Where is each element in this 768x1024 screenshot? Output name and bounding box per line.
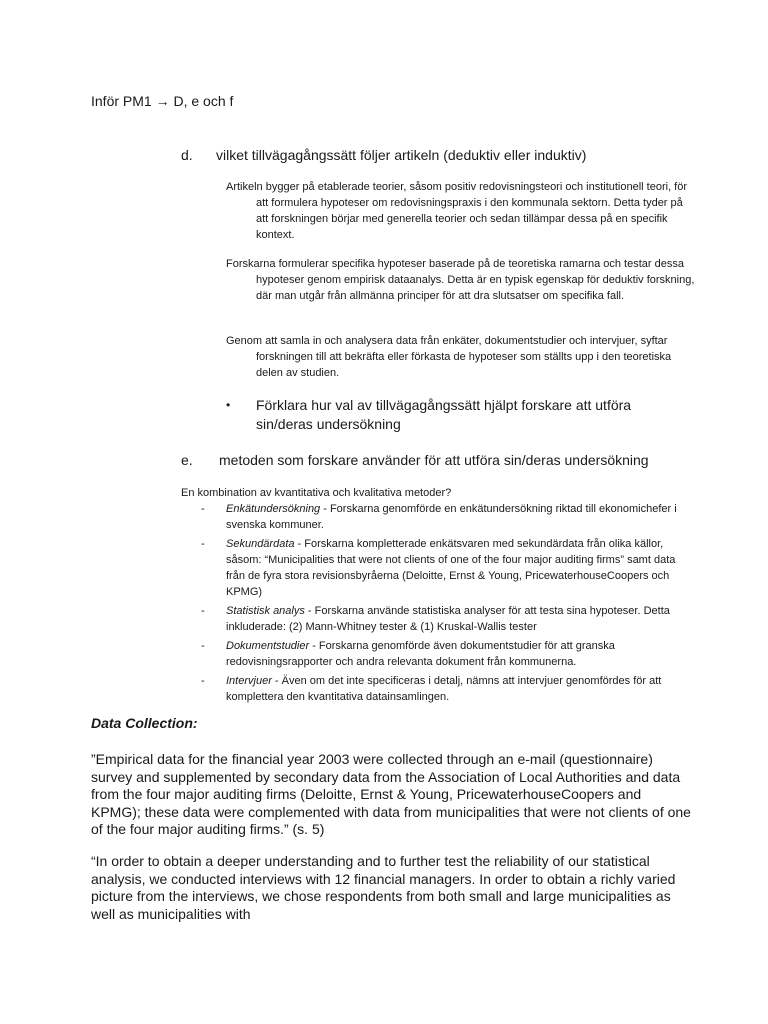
method-item [201,638,681,670]
method-dash: - [201,675,205,687]
paragraph-hypotheses: Forskarna formulerar specifika hypoteser baserade på de teoretiska ramarna och testar dessa hypoteser genom empirisk dataanalys. Detta är en typisk egenskap för deduktiv forskning, där man utgår från allmänna principer för att dra slutsatser om specifika fall. [226,258,695,302]
data-collection-title: Data Collection: [91,715,198,731]
method-item [201,603,681,635]
method-name: Dokumentstudier [226,640,310,652]
method-desc: - Även om det inte specificeras i detalj, nämns att intervjuer genomfördes för att komplettera den kvantitativa datainsamlingen. [226,675,662,703]
methods-list [201,501,681,708]
bullet-symbol: • [226,398,231,412]
paragraph-data-collection: Genom att samla in och analysera data från enkäter, dokumentstudier och intervjuer, syftar forskningen till att bekräfta eller förkasta de hypoteser som ställts upp i den teoretiska delen av studien. [226,335,672,379]
method-name: Intervjuer [226,675,272,687]
quote-empirical-data: ”Empirical data for the financial year 2003 were collected through an e-mail (questionnaire) survey and supplemented by secondary data from the Association of Local Authorities and data from the four major auditing firms (Deloitte, Ernst & Young, PricewaterhouseCoopers and KPMG); these data were complemented with data from municipalities that were not clients of one of the four major auditing firms.” (s. 5) [91,751,691,837]
method-desc: - Forskarna genomförde även dokumentstudier för att granska redovisningsrapporter och andra relevanta dokument från kommunerna. [226,640,615,668]
method-item [201,536,681,600]
method-dash: - [201,503,205,515]
page-heading: Inför PM1 → D, e och f [91,93,234,109]
method-dash: - [201,640,205,652]
method-desc: - Forskarna kompletterade enkätsvaren med sekundärdata från olika källor, såsom: “Municipalities that were not clients of one of the four major auditing firms” samt data från de fyra stora revisionsbyråerna (Deloitte, Ernst & Young, PricewaterhouseCoopers och KPMG) [226,538,676,598]
method-desc: - Forskarna genomförde en enkätundersökning riktad till ekonomichefer i svenska kommuner. [226,503,677,531]
bullet-text: Förklara hur val av tillvägagångssätt hjälpt forskare att utföra sin/deras undersökning [256,397,632,432]
method-name: Statistisk analys [226,605,305,617]
method-name: Enkätundersökning [226,503,321,515]
method-dash: - [201,605,205,617]
quote-interviews: “In order to obtain a deeper understanding and to further test the reliability of our statistical analysis, we conducted interviews with 12 financial managers. In order to obtain a richly varied picture from the interviews, we chose respondents from both small and large municipalities as well as municipalities with [91,853,676,922]
method-item [201,501,681,533]
question-e-text: metoden som forskare använder för att utföra sin/deras undersökning [219,452,649,468]
paragraph-theory: Artikeln bygger på etablerade teorier, såsom positiv redovisningsteori och institutionell teori, för att formulera hypoteser om redovisningspraxis i den kommunala sektorn. Detta tyder på att forskningen börjar med generella teorier och sedan tillämpar dessa på en specifik kontext. [226,181,688,241]
question-d-letter: d. [181,147,193,163]
question-d-text: vilket tillvägagångssätt följer artikeln (deduktiv eller induktiv) [216,147,587,163]
method-dash: - [201,538,205,550]
method-intro: En kombination av kvantitativa och kvalitativa metoder? [181,487,452,499]
method-item [201,673,681,705]
question-e-letter: e. [181,452,193,468]
method-name: Sekundärdata [226,538,295,550]
method-desc: - Forskarna använde statistiska analyser för att testa sina hypoteser. Detta inkluderade: (2) Mann-Whitney tester & (1) Kruskal-Wallis tester [226,605,670,633]
